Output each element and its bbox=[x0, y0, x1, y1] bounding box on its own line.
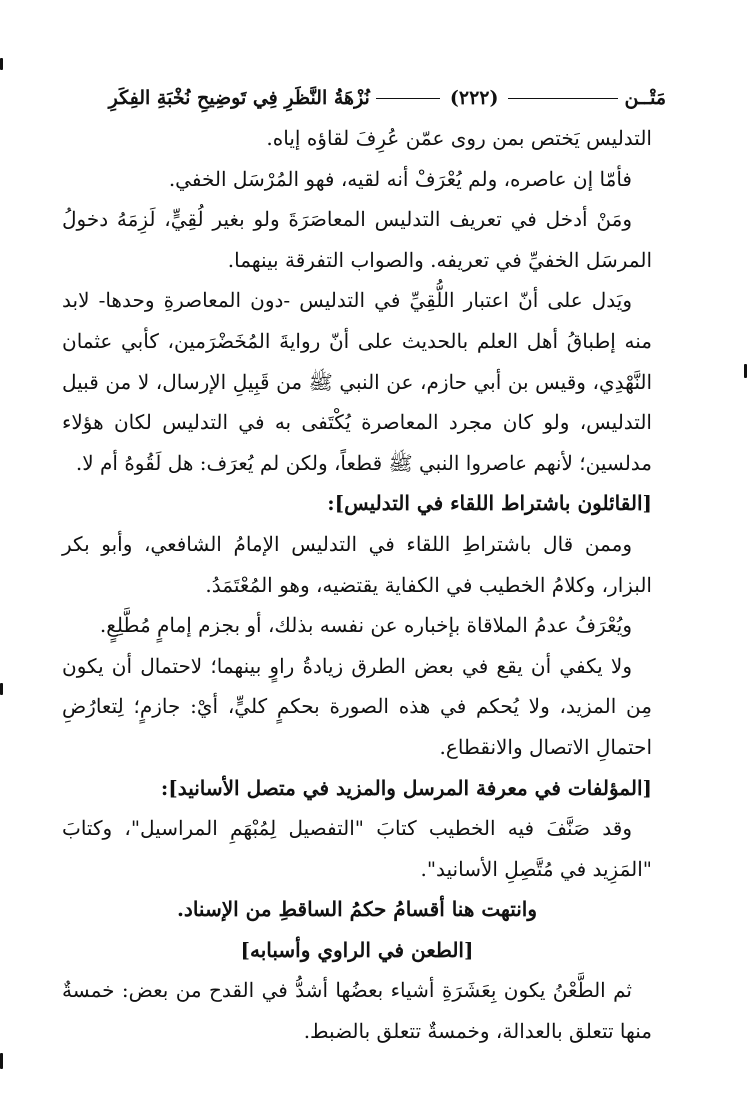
paragraph: ويَدل على أنّ اعتبار اللُّقِيِّ في التدليس -دون المعاصرةِ وحدها- لابد منه إطباقُ أهل العلم بالحديث على أنّ روايةَ المُخَضْرَمين، كأبي عثمان النَّهْدِي، وقيس بن أبي حازم، عن النبي ﷺ من قَبِيلِ الإرسال، لا من قبيل التدليس، ولو كان مجرد المعاصرة يُكْتَفى به في التدليس لكان هؤلاء مدلسين؛ لأنهم عاصروا النبي ﷺ قطعاً، ولكن لم يُعرَف: هل لَقُوهُ أم لا. bbox=[62, 288, 652, 475]
book-title: نُزْهَةُ النَّظَرِ فِي تَوضِيحِ نُخْبَةِ الفِكَرِ bbox=[108, 87, 370, 109]
paragraph: ويُعْرَفُ عدمُ الملاقاة بإخباره عن نفسه بذلك، أو بجزم إمامٍ مُطَّلِعٍ. bbox=[99, 613, 632, 638]
header-rule bbox=[508, 98, 618, 99]
paragraph: ومَنْ أدخل في تعريف التدليس المعاصَرَةَ ولو بغير لُقِيٍّ، لَزِمَهُ دخولُ المرسَل الخفيِّ في تعريفه. والصواب التفرقة بينهما. bbox=[62, 207, 652, 272]
page-number: (٢٢٢) bbox=[449, 87, 499, 109]
paragraph: فأمّا إن عاصره، ولم يُعْرَفْ أنه لقيه، فهو المُرْسَل الخفي. bbox=[168, 166, 632, 191]
paragraph: ولا يكفي أن يقع في بعض الطرق زيادةُ راوٍ بينهما؛ لاحتمال أن يكون مِن المزيد، ولا يُحكم في هذه الصورة بحكمٍ كليٍّ، أيْ: جازمٍ؛ لِتعارُضِ احتمالِ الاتصال والانقطاع. bbox=[62, 653, 652, 759]
section-heading: [المؤلفات في معرفة المرسل والمزيد في متصل الأسانيد]: bbox=[160, 775, 652, 800]
page-header bbox=[78, 78, 666, 118]
binding-mark bbox=[0, 683, 3, 695]
header-rule bbox=[376, 98, 440, 99]
section-heading: [القائلون باشتراط اللقاء في التدليس]: bbox=[327, 491, 652, 516]
paragraph: التدليس يَختص بمن روى عمّن عُرِفَ لقاؤه إياه. bbox=[266, 126, 652, 150]
section-label: مَتْــن bbox=[624, 87, 666, 109]
page-body bbox=[62, 118, 652, 1052]
binding-mark bbox=[0, 58, 3, 70]
paragraph: وممن قال باشتراطِ اللقاء في التدليس الإمامُ الشافعي، وأبو بكر البزار، وكلامُ الخطيب في الكفاية يقتضيه، وهو المُعْتَمَدُ. bbox=[62, 531, 652, 597]
closing-statement: وانتهت هنا أقسامُ حكمُ الساقطِ من الإسناد. bbox=[176, 897, 538, 922]
section-heading: [الطعن في الراوي وأسبابه] bbox=[240, 937, 474, 962]
paragraph: ثم الطَّعْنُ يكون بِعَشَرَةِ أشياء بعضُها أشدُّ في القدح من بعض: خمسةٌ منها تتعلق بالعدالة، وخمسةٌ تتعلق بالضبط. bbox=[62, 978, 652, 1044]
binding-mark bbox=[0, 1053, 3, 1069]
binding-mark bbox=[744, 364, 747, 378]
paragraph: وقد صَنَّفَ فيه الخطيب كتابَ "التفصيل لِمُبْهَمِ المراسيل"، وكتابَ "المَزِيد في مُتَّصِلِ الأسانيد". bbox=[62, 816, 652, 881]
